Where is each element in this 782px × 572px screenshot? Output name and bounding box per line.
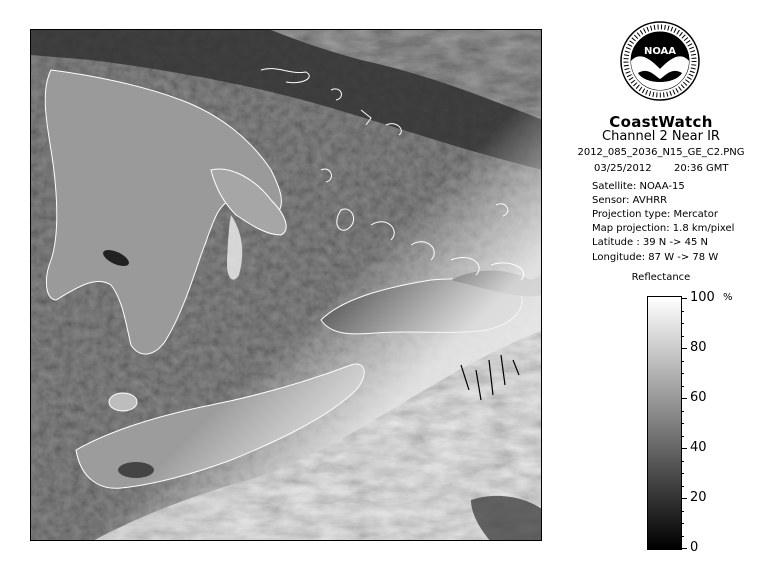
colorbar-minor-tick xyxy=(681,436,684,437)
colorbar-tick-label: 100 xyxy=(690,290,715,305)
colorbar-tick xyxy=(681,498,687,499)
colorbar-minor-tick xyxy=(681,511,684,512)
colorbar-tick-label: 20 xyxy=(690,490,707,505)
acquisition-time: 20:36 GMT xyxy=(674,163,729,174)
latitude-info: Latitude : 39 N -> 45 N xyxy=(592,237,708,248)
colorbar-minor-tick xyxy=(681,361,684,362)
colorbar-minor-tick xyxy=(681,336,684,337)
colorbar-minor-tick xyxy=(681,536,684,537)
projection-type-info: Projection type: Mercator xyxy=(592,209,718,220)
colorbar-minor-tick xyxy=(681,486,684,487)
longitude-info: Longitude: 87 W -> 78 W xyxy=(592,252,719,263)
colorbar-minor-tick xyxy=(681,523,684,524)
colorbar-tick-label: 0 xyxy=(690,540,699,555)
satellite-info: Satellite: NOAA-15 xyxy=(592,181,685,192)
legend-unit: % xyxy=(723,292,733,303)
satellite-image xyxy=(30,29,542,541)
colorbar-tick xyxy=(681,448,687,449)
colorbar-minor-tick xyxy=(681,473,684,474)
colorbar-minor-tick xyxy=(681,323,684,324)
noaa-logo xyxy=(620,21,700,101)
colorbar-tick xyxy=(681,348,687,349)
reflectance-colorbar xyxy=(647,296,682,550)
channel-name: Channel 2 Near IR xyxy=(602,129,720,144)
sensor-info: Sensor: AVHRR xyxy=(592,195,668,206)
acquisition-date: 03/25/2012 xyxy=(594,163,652,174)
acquisition-datetime xyxy=(594,164,729,174)
colorbar-tick-label: 80 xyxy=(690,340,707,355)
logo-text: NOAA xyxy=(643,46,677,57)
brand-title: CoastWatch xyxy=(609,113,713,131)
image-filename: 2012_085_2036_N15_GE_C2.PNG xyxy=(577,147,745,158)
colorbar-minor-tick xyxy=(681,386,684,387)
colorbar-minor-tick xyxy=(681,311,684,312)
colorbar-minor-tick xyxy=(681,373,684,374)
colorbar-minor-tick xyxy=(681,423,684,424)
colorbar-tick-label: 40 xyxy=(690,440,707,455)
colorbar-tick xyxy=(681,548,687,549)
colorbar-tick-label: 60 xyxy=(690,390,707,405)
colorbar-minor-tick xyxy=(681,461,684,462)
colorbar-minor-tick xyxy=(681,411,684,412)
legend-title: Reflectance xyxy=(631,272,691,283)
map-projection-info: Map projection: 1.8 km/pixel xyxy=(592,223,735,234)
satellite-map-svg xyxy=(31,30,542,541)
colorbar-tick xyxy=(681,298,687,299)
colorbar-tick xyxy=(681,398,687,399)
